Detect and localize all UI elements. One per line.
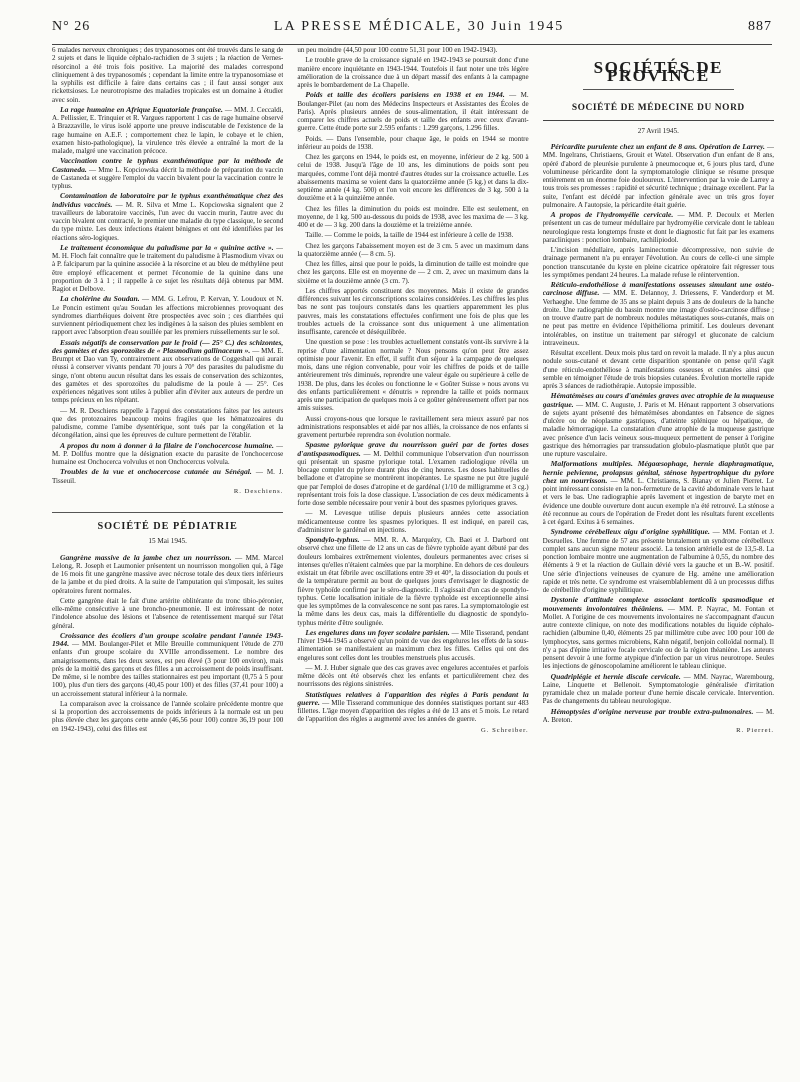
article-body: — MM. E. Brumpt et Dao van Ty, contrairement aux observations de Coggeshall qui aurait réussi à conserver vivants pendant 70 jours à 70° des parasites du paludisme du singe, n'ont obtenu aucun résultat dans les essais de conservation des schizontes, des gamètes et des sporozoïtes du paludisme de la poule à — 25°. Ces expériences négatives sont utiles à publier afin d'éviter aux auteurs de perdre un temps précieux en les répétant. <box>52 346 284 405</box>
page-number: 887 <box>747 19 772 34</box>
article-title: Statistiques relatives à l'apparition des règles à Paris pendant la guerre. <box>297 689 529 707</box>
article-body: — M. R. Silva et Mme L. Kopciowska signalent que 2 travailleurs de laboratoire vaccinés, l'un avec du vaccin murin, l'autre avec du vaccin bivalent ont contracté, le premier une maladie du type classique, le second du type mixte. Les deux infections étaient bénignes et ont été identifiées par les réactions séro-logiques. <box>52 200 284 242</box>
article-title: La cholérine du Soudan. <box>60 294 140 304</box>
journal-title: LA PRESSE MÉDICALE, 30 Juin 1945 <box>273 19 565 34</box>
article <box>52 339 283 405</box>
paragraph: Résultat excellent. Deux mois plus tard on revoit la malade. Il n'y a plus aucun nodule sous-cutané et devant cette disparition spontanée on pense qu'il s'agit d'une réticulo-endothéliose à manifestations osseuses et cutanées ainsi que semble en témoigner l'étude de trois biopsies cutanées. Évolution mortelle rapide après 3 séances de radiothérapie. Autopsie impossible. <box>542 349 774 390</box>
article <box>297 691 528 724</box>
article-title: Contamination de laboratoire par le typhus exanthématique chez des individus vaccinés. <box>52 191 284 209</box>
paragraph: — M. Levesque utilise depuis plusieurs années cette association médicamenteuse contre les spasmes pyloriques. Il est indiqué, en pareil cas, d'administrer le gardénal en injections. <box>297 509 529 534</box>
article-title: La rage humaine en Afrique Equatoriale française. <box>60 104 223 114</box>
article <box>543 596 774 670</box>
signature: R. Deschiens. <box>233 487 284 495</box>
article-body: — MM. J. Ceccaldi, A. Pellissier, E. Trinquier et R. Vargues rapportent 1 cas de rage humaine observé à Brazzaville, le virus isolé apporte une preuve indiscutable de l'existence de la rage humaine en A.E.F. ; comportement chez le lapin, le cobaye et le chien, examen histo-pathologique), la virulence très élevée a entraîné la mort de la malade, malgré une vaccination précoce. <box>52 105 284 155</box>
article-title: Croissance des écoliers d'un groupe scolaire pendant l'année 1943-1944. <box>52 630 284 648</box>
article <box>297 536 528 627</box>
article <box>297 441 528 507</box>
masthead <box>52 10 772 45</box>
paragraph: Taille. — Comme le poids, la taille de 1944 est inférieure à celle de 1938. <box>305 231 514 240</box>
article-title: A propos du nom à donner à la filaire de l'onchocercose humaine. <box>60 440 274 450</box>
article-title: Hémoptysies d'origine nerveuse par trouble extra-pulmonaires. <box>550 706 754 716</box>
article <box>52 554 283 595</box>
article <box>52 632 283 698</box>
paragraph: un peu moindre (44,50 pour 100 contre 51,31 pour 100 en 1942-1943). <box>297 46 498 54</box>
article-columns <box>52 46 774 1074</box>
paragraph: L'incision médullaire, après laminectomie décompressive, non suivie de drainage permanent n'a pu enrayer l'évolution. Au cours de celle-ci une simple ponction transcutanée du kyste en pleine cicatrice opératoire fait régresser tous les symptômes pendant 24 heures. La malade refuse le réintervention. <box>542 246 774 279</box>
article-body: — MM. P. Nayrac, M. Fontan et Mollet. A l'origine de ces mouvements involontaires ne s'accompagnant d'aucun autre contexte clinique, on note des modifications notables du liquide céphalo-rachidien (albumine 0,40, éléments 25 par millimètre cube avec 100 pour 100 de lymphocytes, sans germes microbiens, Kahn négatif, benjoin colloïdal normal). Il n'y a pas d'épine irritative focale cervicale ou de la région théaniène. Les auteurs pensent devoir à une forme atypique d'infection par un virus neurotrope. Seules les injections de génoscopolamine améliorent le tableau clinique. <box>542 604 774 671</box>
article <box>52 295 283 336</box>
article-body: — M. H. Floch fait connaître que le traitement du paludisme à Plasmodium vivax ou à P. falciparum par la quinine associée à la résorcine et au bleu de méthylène peut être employé efficacement et permet l'économie de la quinine dans une proportion de 3 à 1 ; il rappelle à ce sujet les résultats déjà obtenus par MM. Ragiot et Delbove. <box>52 243 284 293</box>
article <box>543 673 774 706</box>
article-title: Quadriplégie et hernie discale cervicale. <box>550 671 681 681</box>
article-body: — Mlle Tisserand communique des données statistiques portant sur 483 fillettes. L'âge moyen d'apparition des règles a été de 13 ans et 5 mois. Le retard de l'apparition des règles a augmenté avec les années de guerre. <box>297 698 529 724</box>
paragraph: — M. J. Huber signale que des cas graves avec engelures accentuées et parfois même décès ont été observés chez les enfants et particulièrement chez des nourrissons des régions sinistrées. <box>297 663 529 689</box>
issue-number: N° 26 <box>52 19 91 34</box>
article-title: Poids et taille des écoliers parisiens en 1938 et en 1944. <box>305 90 505 100</box>
article <box>52 192 283 242</box>
article-body: — Mlle Tisserand, pendant l'hiver 1944-1945 a observé qu'un point de vue des engelures les effets de la sous-alimentation se manifestaient au maximum chez les filles. Celles qui ont des engelures sont celles dont les troubles menstruels plus accusés. <box>297 628 529 662</box>
article-body: — MM. Marcel Lelong, R. Joseph et Laumonier présentent un nourrisson mongolien qui, à l'âge de 16 mois fit une gangrène massive avec nécrose totale des deux tiers inférieurs de la jambe et du pied droits. A la suite de l'amputation qui s'imposait, les suites opératoires furent normales. <box>52 553 284 595</box>
article-title: Dystonie d'attitude complexe associant torticolis spasmodique et mouvements involontaires théâniens. <box>542 595 774 613</box>
section-date: 27 Avril 1945. <box>637 126 679 135</box>
paragraph: Chez les garçons en 1944, le poids est, en moyenne, inférieur de 2 kg. 500 à celui de 1938. Jusqu'à l'âge de 10 ans, les diminutions de poids sont peu marquées, comme l'ont déjà montré d'autres études sur la croissance actuelle. Les abaissements maxima se voient dans la quatorzième année (5 kg.) et dans la dix-septième année (4 kg. 500) et l'on voit encore les différences de 3 kg. 500 à la douzième et à la quinzième année. <box>297 153 529 203</box>
divider <box>583 89 734 90</box>
article <box>52 442 283 467</box>
article-body: — MM. Nayrac, Warembourg, Laine, Linquette et Bellenoit. Symptomatologie généralisée d'irritation pyramidale chez un malade porteur d'une hernie discale cervicale. Intervention. Pas de changements du tableau neurologique. <box>542 672 774 706</box>
article-body: — MM. E. Delannoy, J. Driessens, F. Vanderdorp et M. Verhaeghe. Une femme de 35 ans se plaint depuis 3 ans de douleurs de la hanche droite. Une radiographie du bassin montre une image d'ostéo-carcinose diffuse ; on trouve d'autre part de nombreux nodules métastatiques sous-cutanés, mais on ne peut pas mettre en évidence l'épithélioma primitif. Les douleurs devenant intolérables, on institue un traitement par stérogyl et gluconate de calcium intraveineux. <box>542 289 774 347</box>
paragraph: Les chiffres apportés constituent des moyennes. Mais il existe de grandes différences suivant les circonscriptions scolaires considérées. Les chiffres les plus bas ne sont pas toujours constatés dans les quartiers apparemment les plus pauvres, mais les constatations effectuées confirment une fois de plus que les troubles actuels de la croissance sont dus uniquement à une alimentation insuffisante, carencée et déséquilibrée. <box>297 286 529 336</box>
subsection-title: SOCIÉTÉ DE MÉDECINE DU NORD <box>543 104 774 121</box>
column-left <box>52 46 283 1074</box>
article <box>52 106 283 156</box>
article-title: Hématémèses au cours d'anémies graves avec atrophie de la muqueuse gastrique. <box>542 391 774 409</box>
signature: R. Pierret. <box>736 727 774 734</box>
article-body: — M. J. Tisseuil. <box>52 468 284 485</box>
article-body: — MM. R. A. Marquézy, Ch. Baei et J. Darbord ont observé chez une fillette de 12 ans un cas de fièvre typhoïde ayant débuté par des douleurs lombaires extrêmement violentes, douleurs permanentes avec crises si intenses qu'elles n'étaient calmées que par la morphine. En dehors de ces douleurs existait un état fébrile avec oscillations entre 39 et 40°, la dissociation du pouls et de la température permit au bout de quelques jours d'envisager le diagnostic de fièvre typhoïde confirmé par le séro-diagnostic. Il s'agissait d'un cas de spondylo-typhus. Cette localisation initiale de la fièvre typhoïde est exceptionnelle ainsi que les symptômes de la convalescence ne sont pas rares. La symptomatologie est la même dans les deux cas, mais la différentielle du diagnostic de spondylo-typhus mérite d'être soulignée. <box>297 536 529 627</box>
article <box>543 281 774 347</box>
paragraph: Aussi croyons-nous que lorsque le ravitaillement sera mieux assuré par nos administrations responsables et aidé par nos alliés, la croissance de nos enfants si gravement perturbée reprendra son évolution normale. <box>297 414 529 439</box>
article-title: Réticulo-endothéliose à manifestations osseuses simulant une ostéo-carcinose diffuse. <box>542 280 774 298</box>
article-body: — M. Delthil communique l'observation d'un nourrisson qui présentait un spasme pylorique total. L'examen radiologique révéla un blocage complet du pylore durant plus de cinq heures. Les doses habituelles de belladone et d'atropine se montrèrent inopérantes. Le spasme ne put être jugulé que par l'emploi de doses d'atropine et de gardénal (1/10 de milligramme et 3 cg.) représentant trois fois la dose classique. L'association de ces deux médicaments à forte dose semble nécessaire pour venir à bout des spasmes pyloriques graves. <box>297 449 529 507</box>
article <box>297 629 528 662</box>
article <box>297 91 528 132</box>
article <box>52 157 283 190</box>
paragraph: 6 malades nerveux chroniques ; des trypanosomes ont été trouvés dans le sang de 2 sujets et dans le liquide céphalo-rachidien de 3 sujets ; la réaction de Vernes-résorcinol a été trois fois positive. La majorité des malades correspond cliniquement à des trypanosomés ; cependant la limite entre la trypanosomiase et la syphilis est difficile à faire dans certains cas ; il faut aussi songer aux rickettsioses. Le neurotropisme des maladies tropicales est un domaine à étudier avec soin. <box>52 46 284 104</box>
article-title: Spondylo-typhus. <box>305 535 360 544</box>
article-title: Les engelures dans un foyer scolaire parisien. <box>305 627 450 637</box>
article-body: — MM. Fontan et J. Desruelles. Une femme de 57 ans présente brutalement un syndrome cérébelleux complet sans aucun signe moteur associé. La tension artérielle est de 13,5-8. La ponction lombaire montre une augmentation de l'albumine à 0,55, du nombre des éléments à 9 et la réaction de Gullain dévié vers la gauche et un B.-W. positif. Une série d'injections veineuses de cyanure de Hg. améne une amélioration rapide et très nette. Ce syndrome est vraisemblablement dû à un processus diffus de cérébellite d'origine syphilitique. <box>542 528 774 594</box>
article-title: Vaccination contre le typhus exanthématique par la méthode de Castaneda. <box>52 156 284 174</box>
article-title: Péricardite purulente chez un enfant de 8 ans. Opération de Larrey. <box>550 142 765 151</box>
article-body: — MM. L. Christiaens, S. Bianay et Julien Pierret. Le point intéressant consiste en la non-fermeture de la cavité abdominale vers le haut et vers le bas. Une radiographie après lavement et ingestion de baryte met en évidence une double ouverture dont aucun exemple n'a été retrouvé. La sténose a été reconnue au cours de l'opération de Fredet dont les résultats furent excellents à cet égard. Exitus à 6 semaines. <box>542 476 774 526</box>
section-date: 15 Mai 1945. <box>148 537 187 546</box>
article-title: Essais négatifs de conservation par le froid (— 25° C.) des schizontes, des gamètes et des sporozoïtes de « Plasmodium gallinaceum ». <box>52 337 284 355</box>
paragraph: Chez les filles, ainsi que pour le poids, la diminution de taille est moindre que chez les garçons. Elle est en moyenne de — 2 cm. 2, avec un maximum dans la sixième et la douzième année (3 cm. 7). <box>297 260 529 285</box>
article-title: Troubles de la vue et onchocercose cutanée au Sénégal. <box>60 467 252 477</box>
paragraph: — M. R. Deschiens rappelle à l'appui des constatations faites par les auteurs que des protozoaires beaucoup moins fragiles que les hématozoaires du paludisme, comme l'amibe dysentérique, sont tués par la congélation et la décongélation, ainsi que les épreuves de culture permettent de l'établir. <box>52 406 284 440</box>
article-body: — MM. Ingelrans, Christiaens, Grouit et Watel. Observation d'un enfant de 8 ans, opéré d'abord de pleurésie purulente à pneumocoque et, 6 jours plus tard, d'une volumineuse péricardite dont la symptomatologie clinique se résume presque entièrement en un énorme foie douloureux. L'intervention par la voie de Larrey a tous trois ses promesses : rapidité et sécurité technique ; drainage excellent. Par la suite, l'enfant est décédé par infection générale avec un très gros foyer pulmonaire. A l'autopsie, la péricardite était guérie. <box>542 143 774 209</box>
article-body: — MM. P. Decoulx et Merlen présentent un cas de tumeur médullaire par hydromyélie cervicale dont le tableau neurologique resta longtemps fruste et dont le diagnostic fut fait par les examens paracliniques : ponction lombaire, rachilipiodol. <box>542 211 774 244</box>
paragraph: Poids. — Dans l'ensemble, pour chaque âge, le poids en 1944 se montre inférieur au poids de 1938. <box>297 134 529 151</box>
article <box>543 708 774 725</box>
article <box>543 143 774 209</box>
article <box>543 392 774 458</box>
article-body: — Mme L. Kopciowska décrit la méthode de préparation du vaccin de Castaneda et suggère l'emploi du vaccin bivalent pour la vaccination contre le typhus. <box>52 165 284 190</box>
article-body: — M. P. Dollfus montre que la désignation exacte du parasite de l'onchocercose humaine est Onchocerca volvulus et non Onchocercus volvula. <box>52 441 284 466</box>
article-body: — MM. G. Lefrou, P. Kervan, Y. Loudoux et N. Le Poncin estiment qu'au Soudan les affections microbiennes provoquant des syndromes diarrhéiques doivent être prospectées avec soin ; ces diarrhées qui surviennent périodiquement chez les indigènes à la saison des pluies semblent en rapport avec l'absorption d'eau souillée par les premiers ruissellements sur le sol. <box>52 295 284 337</box>
column-middle <box>297 46 528 1074</box>
section-title: SOCIÉTÉS DE PROVINCE <box>593 58 724 86</box>
paragraph: Une question se pose : les troubles actuellement constatés vont-ils survivre à la reprise d'une alimentation normale ? Nous pensons qu'on peut être assez optimiste pour l'avenir. En effet, il suffit d'un séjour à la campagne de quelques mois, dans une région convenable, pour voir les chiffres de poids et de taille antérieurement très diminués, reprendre une valeur égale ou supérieure à celle de 1938. De plus, dans les écoles ou fonctionne le « Goûter Suisse » nous avons vu des enfants particulièrement « dénutris » reprendre la taille et poids normaux après une participation de quelques mois à ce goûter généreusement offert par nos amis suisses. <box>297 338 529 413</box>
article-body: — M. Boulanger-Pilet (au nom des Médecins Inspecteurs et Assistantes des Écoles de Paris). Après plusieurs années de sous-alimentation, il était intéressant de comparer les chiffres actuels de poids et taille des enfants avec ceux d'avant-guerre. Cette étude porte sur 2.595 enfants : 1.299 garçons, 1.296 filles. <box>297 91 529 133</box>
article <box>543 460 774 526</box>
paragraph: Chez les filles la diminution du poids est moindre. Elle est seulement, en moyenne, de 1 kg. 500 au-dessous du poids de 1938, avec les maxima de — 3 kg. 400 et de — 3 kg. 200 dans la douzième et la treizième année. <box>297 204 529 229</box>
article <box>52 244 283 294</box>
signature: G. Schreiber. <box>481 726 529 734</box>
article-title: A propos de l'hydromyélie cervicale. <box>550 210 674 219</box>
paragraph: Chez les garçons l'abaissement moyen est de 3 cm. 5 avec un maximum dans la quatorzième année (— 8 cm. 5). <box>297 241 529 258</box>
article-title: Le traitement économique du paludisme par la « quinine active ». <box>60 242 274 252</box>
article-title: Spasme pylorique grave du nourrisson guéri par de fortes doses d'antispasmodiques. <box>297 440 529 458</box>
article-title: Syndrome cérébelleux aigu d'origine syphilitique. <box>550 527 710 537</box>
article-body: — M. A. Breton. <box>542 707 774 724</box>
article <box>52 468 283 485</box>
article-title: Gangrène massive de la jambe chez un nourrisson. <box>60 552 232 562</box>
article-body: — MM. C. Auguste, J. Paris et M. Hénaut rapportent 3 observations de sujets ayant présenté des hématémèses abondantes en l'absence de signes d'ulcère ou de néoplasme gastriques, d'atteinte splénique ou hépatique, de maladie hémorragique. La constatation d'une atrophie de la muqueuse gastrique avec présence d'un lacis veineux sous-muqueux permettent de penser à l'origine gastrique des hémorragies par transsudation globulo-plasmatique plutôt que par une rupture vasculaire. <box>542 400 774 458</box>
paragraph: La comparaison avec la croissance de l'année scolaire précédente montre que si la proportion des accroissements de poids inférieurs à la normale est un peu plus élevée chez les garçons cette année (46,56 pour 100) contre 36,19 pour 100 en 1942-1943), celui des filles est <box>52 699 284 733</box>
article-body: — MM. Boulanger-Pilet et Mlle Breuille communiquent l'étude de 270 enfants d'un groupe scolaire du XVIIIe arrondissement. Le nombre des amaigrissements, dans les deux sexes, est peu élevé (3 pour 100 environ), mais près de la moitié des garçons et des filles a un accroissement de poids insuffisant. De même, si le nombre des tailles stationnaires est peu important (0,75 à 5 pour 100), plus d'un tiers des garçons (40,45 pour 100) et des filles (37,41 pour 100) a un accroissement statural inférieur à la normale. <box>52 640 284 698</box>
column-right <box>543 46 774 1074</box>
article <box>543 211 774 244</box>
paragraph: Le trouble grave de la croissance signalé en 1942-1943 se poursuit donc d'une manière encore inquiétante en 1943-1944. Toutefois il faut noter une très légère amélioration de la croissance due à un départ massif des enfants à la campagne après le bombardement de La Chapelle. <box>297 56 529 89</box>
paragraph: Cette gangrène était le fait d'une artérite oblitérante du tronc tibio-péronier, elle-même consécutive à une broncho-pneumonie. Il est intéressant de noter l'indolence absolue des lésions et l'absence de retentissement marqué sur l'état général. <box>52 596 284 630</box>
article-title: Malformations multiples. Mégaœsophage, hernie diaphragmatique, hernie pelvienne, prolapsus génital, sténose hypertrophique du pylore chez un nourrisson. <box>542 459 774 485</box>
section-title: SOCIÉTÉ DE PÉDIATRIE <box>52 512 283 531</box>
article <box>543 528 774 594</box>
